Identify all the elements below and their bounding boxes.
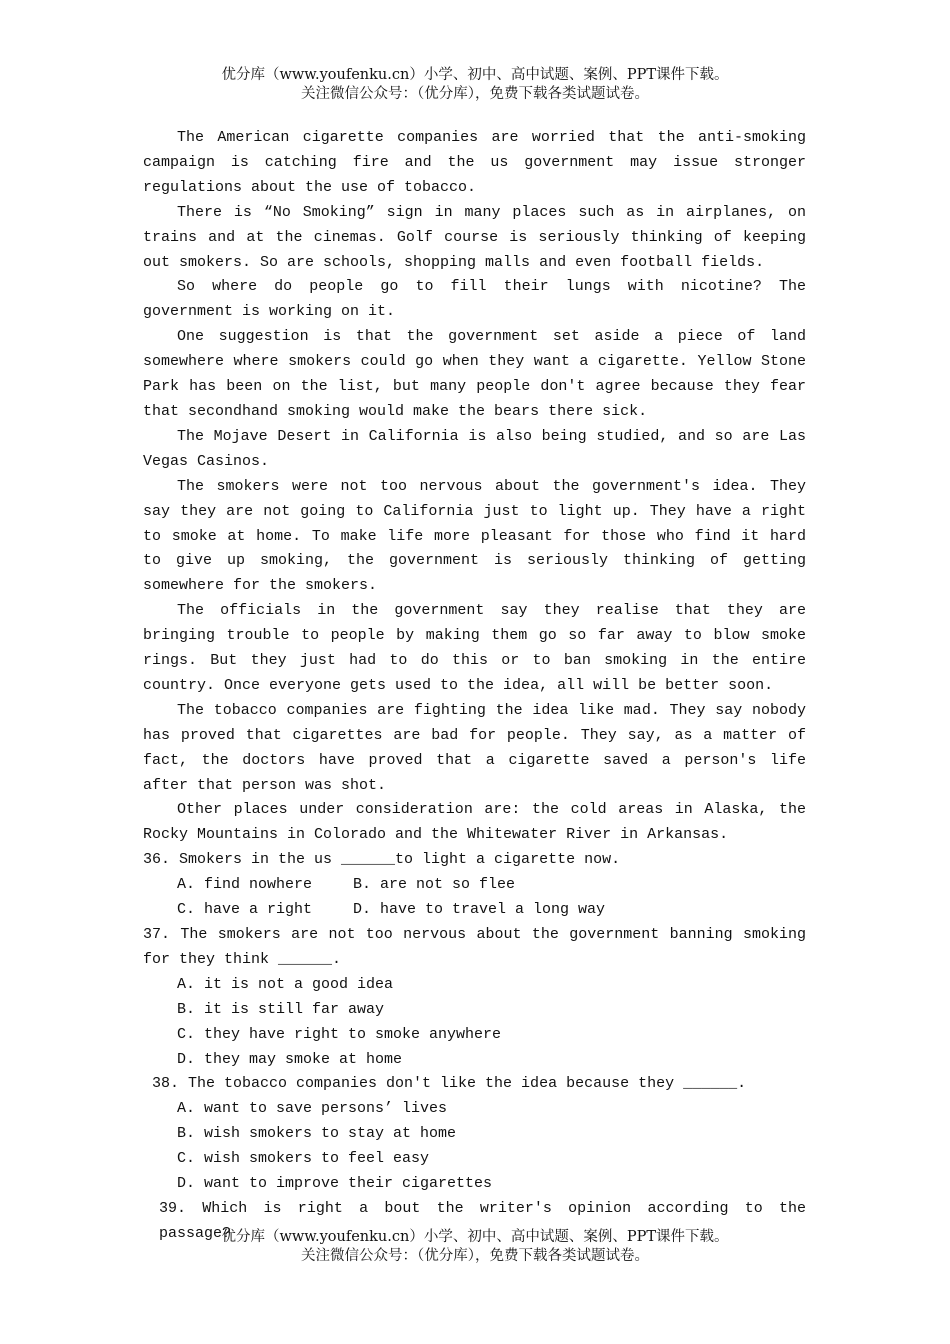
passage-paragraph: The Mojave Desert in California is also being studied, and so are Las Vegas Casinos. (143, 427, 806, 470)
passage-paragraph: There is “No Smoking” sign in many places such as in airplanes, on trains and at the cinemas. Golf course is seriously thinking of keeping out smokers. So are schools, shopping malls and even football fields. (143, 203, 806, 271)
option-36-c: C. have a right (177, 901, 313, 919)
option-38-c: C. wish smokers to feel easy (177, 1150, 430, 1168)
document-body (143, 126, 806, 1247)
passage-paragraph: The officials in the government say they realise that they are bringing trouble to people by making them go so far away to blow smoke rings. But they just had to do this or to ban smoking in the entire country. Once everyone gets used to the idea, all will be better soon. (143, 602, 806, 694)
footer-line-1: 优分库（www.youfenku.cn）小学、初中、高中试题、案例、PPT课件下载。 (221, 1229, 729, 1245)
question-36-options-row-1 (143, 873, 806, 898)
option-37-a: A. it is not a good idea (177, 975, 394, 993)
question-38-stem: 38. The tobacco companies don't like the idea because they ______. (152, 1075, 747, 1093)
header-line-1: 优分库（www.youfenku.cn）小学、初中、高中试题、案例、PPT课件下载。 (221, 67, 729, 83)
option-37-b: B. it is still far away (177, 1000, 385, 1018)
header-line-2: 关注微信公众号：（优分库），免费下载各类试题试卷。 (301, 86, 649, 102)
option-36-a: A. find nowhere (177, 876, 313, 894)
option-36-d: D. have to travel a long way (353, 901, 606, 919)
option-36-b: B. are not so flee (353, 876, 516, 894)
option-37-d: D. they may smoke at home (177, 1050, 403, 1068)
footer-line-2: 关注微信公众号：（优分库），免费下载各类试题试卷。 (301, 1248, 649, 1264)
option-38-a: A. want to save persons’ lives (177, 1100, 448, 1118)
page-header (0, 66, 950, 104)
question-36-options-row-2 (143, 898, 806, 923)
question-36-stem: 36. Smokers in the us ______to light a cigarette now. (143, 851, 621, 869)
option-37-c: C. they have right to smoke anywhere (177, 1025, 502, 1043)
passage-paragraph: One suggestion is that the government set aside a piece of land somewhere where smokers could go when they want a cigarette. Yellow Stone Park has been on the list, but many people don't agree because they fear that secondhand smoking would make the bears there sick. (143, 328, 806, 420)
passage-paragraph: The smokers were not too nervous about the government's idea. They say they are not going to California just to light up. They have a right to smoke at home. To make life more pleasant for those who find it hard to give up smoking, the government is seriously thinking of getting somewhere for the smokers. (143, 477, 806, 595)
passage-paragraph: The American cigarette companies are worried that the anti-smoking campaign is catching fire and the us government may issue stronger regulations about the use of tobacco. (143, 129, 806, 196)
option-38-d: D. want to improve their cigarettes (177, 1175, 493, 1193)
passage-paragraph: So where do people go to fill their lungs with nicotine? The government is working on it. (143, 278, 806, 321)
option-38-b: B. wish smokers to stay at home (177, 1125, 457, 1143)
passage-paragraph: The tobacco companies are fighting the idea like mad. They say nobody has proved that cigarettes are bad for people. They say, as a matter of fact, the doctors have proved that a cigarette saved a person's life after that person was shot. (143, 701, 806, 794)
page-footer (0, 1228, 950, 1266)
question-37-stem: 37. The smokers are not too nervous about the government banning smoking for they think ______. (143, 926, 806, 968)
passage-paragraph: Other places under consideration are: the cold areas in Alaska, the Rocky Mountains in Colorado and the Whitewater River in Arkansas. (143, 801, 806, 844)
question-39-stem: 39. Which is right a bout the writer's opinion according to the passage? (159, 1199, 806, 1242)
